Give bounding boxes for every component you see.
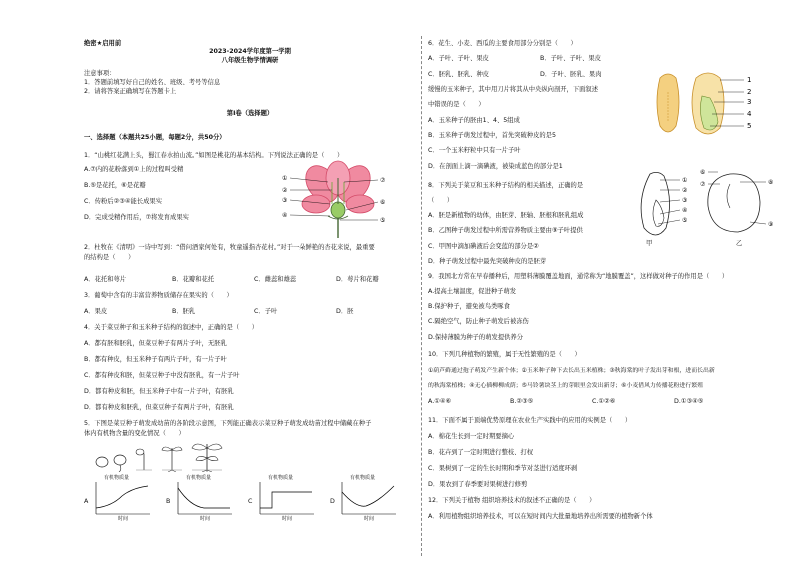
seed-yi-label: 乙 bbox=[736, 240, 743, 247]
svg-text:4: 4 bbox=[747, 110, 752, 118]
q2-option-b: B．花瓣和花托 bbox=[172, 276, 215, 283]
q5-graph-c-ylabel: 有机物质量 bbox=[268, 475, 294, 481]
seed-jia-label: 甲 bbox=[646, 240, 653, 247]
q1-stem: 1．“山桃红花满上头，蜀江春水拍山流。”如图是桃花的基本结构。下列说法正确的是（ ） bbox=[84, 152, 344, 159]
q4-stem: 4．关于菜豆种子和玉米种子结构的叙述中，正确的是（ ） bbox=[84, 324, 259, 331]
q8-option-d: D．种子萌发过程中最先突破种皮的是胚芽 bbox=[428, 258, 547, 265]
svg-text:⑤: ⑤ bbox=[380, 217, 386, 224]
q11-option-b: B．花卉到了一定时期进行整枝、打杈 bbox=[428, 449, 534, 456]
q5-graph-d bbox=[338, 478, 400, 520]
q5-graph-b-xlabel: 时间 bbox=[200, 516, 211, 522]
q5-stem: 5．下图是菜豆种子萌发成幼苗的各阶段示意图，下列能正确表示菜豆种子萌发成幼苗过程中储藏在种子 bbox=[84, 420, 372, 427]
q5-graph-b bbox=[174, 478, 236, 520]
notice-title: 注意事项： bbox=[84, 70, 116, 77]
column-divider bbox=[421, 36, 422, 556]
q2-stem-2: 的结构是（ ） bbox=[84, 254, 135, 261]
q10-line-2: 的秋海棠植株；④无心插柳柳成荫；⑤马铃薯块茎上的芽眼里会发出新芽；⑥小麦借风力传播花粉进行繁殖 bbox=[428, 383, 704, 389]
q10-option-a: A.①④⑥ bbox=[428, 398, 452, 405]
svg-text:①: ① bbox=[682, 177, 688, 184]
svg-text:⑥: ⑥ bbox=[380, 199, 386, 206]
q6-stem: 6．花生、小麦、西瓜的主要食用部分分别是（ ） bbox=[428, 40, 577, 47]
q10-stem: 10．下列几种植物的繁殖，属于无性繁殖的是（ ） bbox=[428, 351, 581, 358]
q1-option-b: B.⑤是花托，⑥是花瓣 bbox=[84, 182, 146, 189]
svg-text:④: ④ bbox=[682, 207, 688, 214]
q7-option-a: A．玉米种子的胚由1、4、5组成 bbox=[428, 117, 520, 124]
q5-option-d-label: D bbox=[330, 498, 335, 505]
q5-graph-b-ylabel: 有机物质量 bbox=[186, 475, 212, 481]
q5-stem-2: 体内有机物含量的变化情况（ ） bbox=[84, 430, 185, 437]
notice-1: 1．答题前填写好自己的姓名、班级、考号等信息 bbox=[84, 79, 221, 86]
q3-option-d: D．胚 bbox=[336, 308, 354, 315]
q11-stem: 11．下面不属于顶端优势原理在农业生产实践中的应用的实例是（ ） bbox=[428, 417, 632, 424]
svg-text:⑦: ⑦ bbox=[700, 181, 706, 188]
q5-graph-a-xlabel: 时间 bbox=[118, 516, 129, 522]
q8-option-a: A．胚是新植物的幼体，由胚芽、胚轴、胚根和胚乳组成 bbox=[428, 212, 584, 219]
q3-option-a: A．果皮 bbox=[84, 308, 108, 315]
q4-option-e: D．都有种皮和胚乳，但菜豆种子有两片子叶，有胚乳 bbox=[84, 404, 234, 411]
q5-graph-c bbox=[256, 478, 318, 520]
q6-option-b: B．子叶、子叶、果皮 bbox=[540, 55, 601, 62]
q9-option-c: C.隔绝空气，防止种子萌发后被冻伤 bbox=[428, 318, 529, 325]
svg-text:3: 3 bbox=[747, 98, 752, 106]
volume-title: 第I卷（选择题） bbox=[226, 110, 274, 117]
q7-stem-2: 缓慢的玉米种子，其中用刀片将其从中央纵向剖开，下面叙述 bbox=[428, 86, 599, 93]
q7-option-b: B．玉米种子萌发过程中，首先突破种皮的是5 bbox=[428, 132, 556, 139]
notice-2: 2．请将答案正确填写在答题卡上 bbox=[84, 88, 177, 95]
exam-title: 2023-2024学年度第一学期 bbox=[209, 48, 291, 55]
q11-option-c: C．果树到了一定的生长时期和季节对茎进行适度环剥 bbox=[428, 465, 578, 472]
q10-option-b: B.②③⑤ bbox=[510, 398, 534, 405]
q5-option-a-label: A bbox=[84, 498, 89, 505]
svg-text:5: 5 bbox=[747, 122, 752, 130]
svg-text:③: ③ bbox=[282, 197, 288, 204]
q2-option-a: A．花托和萼片 bbox=[84, 276, 127, 283]
svg-text:⑨: ⑨ bbox=[768, 221, 774, 228]
secret-label: 绝密★启用前 bbox=[84, 40, 122, 47]
q9-option-d: D.保持薄膜为种子的萌发提供养分 bbox=[428, 334, 524, 341]
svg-text:⑤: ⑤ bbox=[682, 217, 688, 224]
q4-option-d: D．都有种皮和胚，但玉米种子中有一片子叶，有胚乳 bbox=[84, 388, 234, 395]
q6-option-a: A．子叶、子叶、果皮 bbox=[428, 55, 489, 62]
svg-text:②: ② bbox=[282, 187, 288, 194]
q11-option-a: A．棉花生长到一定时期要摘心 bbox=[428, 433, 515, 440]
q8-option-b: B．乙图种子萌发过程中所需营养物质主要由⑨子叶提供 bbox=[428, 227, 583, 234]
q5-graph-d-xlabel: 时间 bbox=[364, 516, 375, 522]
q7-option-c: C．一个玉米籽粒中只有一片子叶 bbox=[428, 147, 521, 154]
exam-subtitle: 八年级生物学情调研 bbox=[221, 57, 279, 64]
q7-option-d: D．在剖面上滴一滴碘液，被染成蓝色的部分是1 bbox=[428, 163, 563, 170]
q6-option-c: C．胚乳、胚乳、种皮 bbox=[428, 71, 490, 78]
q4-option-c: C．都有种皮和胚，但菜豆种子中没有胚乳，有一片子叶 bbox=[84, 372, 240, 379]
svg-text:⑦: ⑦ bbox=[380, 177, 386, 184]
q6-option-d: D．子叶、胚乳、果肉 bbox=[540, 71, 602, 78]
q1-option-c: C．传粉后②③④能长成果实 bbox=[84, 198, 163, 205]
q5-graph-d-ylabel: 有机物质量 bbox=[350, 475, 376, 481]
q4-option-b: B．都有种皮，但玉米种子有两片子叶，有一片子叶 bbox=[84, 356, 227, 363]
seed-diagram-yi bbox=[700, 166, 782, 246]
q9-option-b: B.保护种子，避免被鸟类啄食 bbox=[428, 303, 510, 310]
q2-option-c: C．雌蕊和雄蕊 bbox=[254, 276, 297, 283]
bean-germination-stages bbox=[92, 440, 252, 472]
svg-text:⑥: ⑥ bbox=[700, 169, 706, 176]
peach-flower-diagram bbox=[282, 160, 394, 240]
q10-option-c: C.①②⑥ bbox=[592, 398, 616, 405]
svg-text:⑧: ⑧ bbox=[768, 179, 774, 186]
q3-stem: 3．葡萄中含有的丰富营养物质储存在果实的（ ） bbox=[84, 292, 233, 299]
q5-graph-c-xlabel: 时间 bbox=[282, 516, 293, 522]
q8-stem: 8．下列关于菜豆和玉米种子结构的相关描述，正确的是 bbox=[428, 182, 584, 189]
svg-text:2: 2 bbox=[747, 88, 752, 96]
q1-option-a: A.⑦内的花粉落到①上的过程叫受精 bbox=[84, 166, 184, 173]
q10-line-1: ①葫芦藓通过孢子萌发产生新个体；②玉米种子种下去长出玉米植株；③秋海棠的叶子发出芽和根，进而长出新 bbox=[428, 368, 715, 374]
q3-option-b: B．胚乳 bbox=[172, 308, 196, 315]
section-title: 一、选择题（本题共25小题，每题2分，共50分） bbox=[84, 134, 226, 141]
svg-text:①: ① bbox=[282, 175, 288, 182]
q2-stem: 2．杜牧在《清明》一诗中写到：“借问酒家何处有，牧童遥指杏花村。”对于一朵鲜艳的杏花来说，最重要 bbox=[84, 244, 375, 251]
q11-option-d: D．果农到了春季要对果树进行修剪 bbox=[428, 481, 528, 488]
q12-option-a: A．利用植物组织培养技术，可以在短时间内大批量地培养出所需要的植物新个体 bbox=[428, 513, 653, 520]
q12-stem: 12．下列关于植物 组织培养技术的叙述不正确的是（ ） bbox=[428, 497, 596, 504]
svg-text:④: ④ bbox=[282, 212, 288, 219]
q4-option-a: A．都有胚和胚乳，但菜豆种子有两片子叶，无胚乳 bbox=[84, 340, 227, 347]
q2-option-d: D．萼片和花瓣 bbox=[336, 276, 379, 283]
q10-option-d: D.①③④⑤ bbox=[674, 398, 704, 405]
q1-option-d: D．完成受精作用后，⑦将发育成果实 bbox=[84, 214, 189, 221]
seed-diagram-jia bbox=[630, 170, 696, 242]
svg-text:③: ③ bbox=[682, 197, 688, 204]
q5-graph-a bbox=[92, 478, 154, 520]
q9-option-a: A.提高土壤温度，促进种子萌发 bbox=[428, 288, 517, 295]
corn-seed-diagram bbox=[650, 72, 760, 140]
q7-stem-3: 中错误的是（ ） bbox=[428, 101, 485, 108]
svg-text:1: 1 bbox=[747, 76, 752, 84]
q8-option-c: C．甲图中滴加碘液后会变蓝的部分是② bbox=[428, 243, 539, 250]
q9-stem: 9．我国北方常在早春播种后，用塑料薄膜覆盖地面，通常称为“地膜覆盖”，这样做对种子的作用是（ ） bbox=[428, 273, 729, 280]
q8-stem-2: （ ） bbox=[428, 197, 454, 204]
svg-text:②: ② bbox=[682, 187, 688, 194]
q5-option-c-label: C bbox=[248, 498, 253, 505]
q5-graph-a-ylabel: 有机物质量 bbox=[104, 475, 130, 481]
q3-option-c: C．子叶 bbox=[254, 308, 278, 315]
q5-option-b-label: B bbox=[166, 498, 171, 505]
